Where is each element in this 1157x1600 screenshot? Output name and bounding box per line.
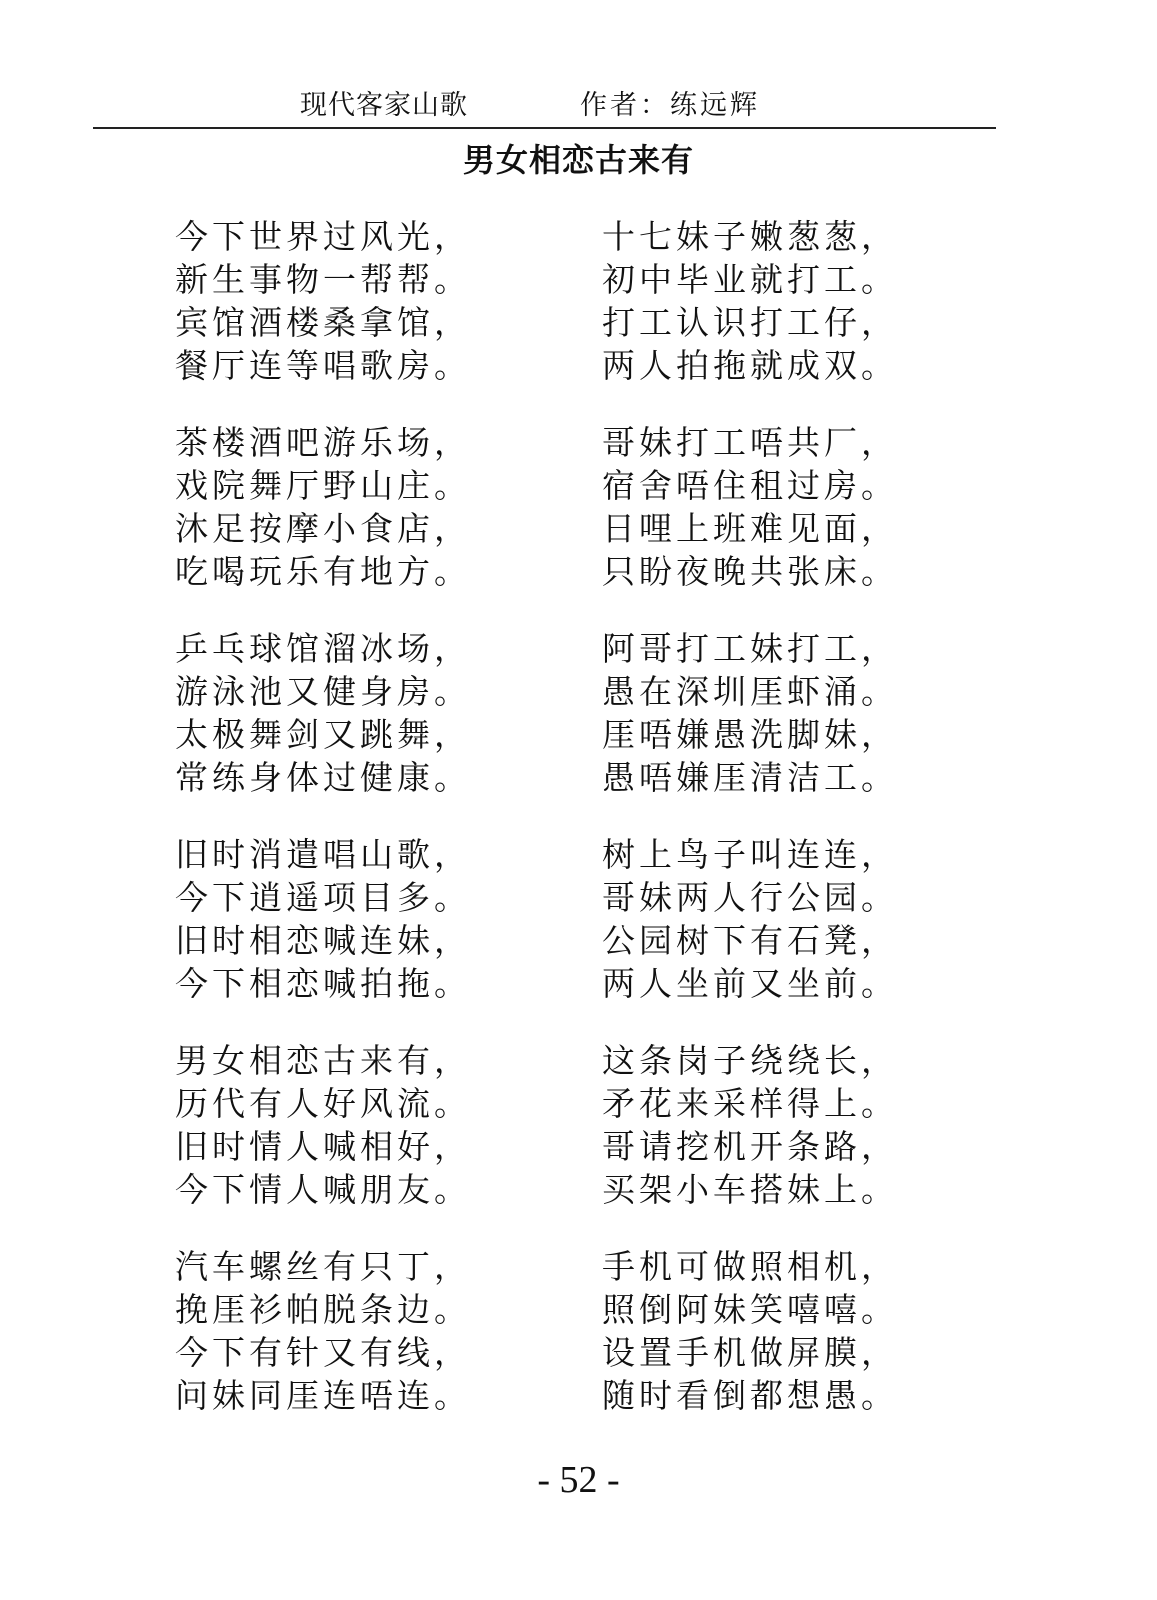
verse-line: 愚在深圳厓虾涌。 <box>602 672 898 711</box>
stanza <box>602 833 1022 1039</box>
header-rule <box>93 127 996 129</box>
verse-line: 乒乓球馆溜冰场， <box>175 629 471 668</box>
verse-line: 厓唔嫌愚洗脚妹， <box>602 715 898 754</box>
verse-line: 树上鸟子叫连连， <box>602 835 898 874</box>
verse-line: 今下逍遥项目多。 <box>175 878 471 917</box>
verse-line: 今下相恋喊拍拖。 <box>175 964 471 1003</box>
verse-line: 哥妹两人行公园。 <box>602 878 898 917</box>
verse-line: 照倒阿妹笑嘻嘻。 <box>602 1290 898 1329</box>
stanza <box>602 1039 1022 1245</box>
verse-line: 历代有人好风流。 <box>175 1084 471 1123</box>
verse-line: 哥妹打工唔共厂， <box>602 423 898 462</box>
verse-line: 公园树下有石凳， <box>602 921 898 960</box>
verse-line: 挽厓衫帕脱条边。 <box>175 1290 471 1329</box>
verse-line: 男女相恋古来有， <box>175 1041 471 1080</box>
stanza <box>175 833 595 1039</box>
verse-line: 两人坐前又坐前。 <box>602 964 898 1003</box>
stanza <box>175 627 595 833</box>
verse-line: 两人拍拖就成双。 <box>602 346 898 385</box>
stanza <box>175 1245 595 1451</box>
verse-line: 日哩上班难见面， <box>602 509 898 548</box>
verse-line: 十七妹子嫩葱葱， <box>602 217 898 256</box>
stanza <box>602 627 1022 833</box>
page-number: - 52 - <box>537 1459 620 1501</box>
verse-line: 吃喝玩乐有地方。 <box>175 552 471 591</box>
verse-line: 只盼夜晚共张床。 <box>602 552 898 591</box>
verse-line: 打工认识打工仔， <box>602 303 898 342</box>
verse-line: 戏院舞厅野山庄。 <box>175 466 471 505</box>
verse-line: 太极舞剑又跳舞， <box>175 715 471 754</box>
verse-line: 买架小车搭妹上。 <box>602 1170 898 1209</box>
stanza <box>175 1039 595 1245</box>
verse-line: 旧时情人喊相好， <box>175 1127 471 1166</box>
verse-line: 旧时相恋喊连妹， <box>175 921 471 960</box>
verse-line: 茶楼酒吧游乐场， <box>175 423 471 462</box>
right-column <box>602 215 1022 1451</box>
stanza <box>602 215 1022 421</box>
author-credit: 作者：练远辉 <box>580 90 760 121</box>
poem-title: 男女相恋古来有 <box>462 141 694 179</box>
stanza <box>602 421 1022 627</box>
verse-line: 手机可做照相机， <box>602 1247 898 1286</box>
verse-line: 游泳池又健身房。 <box>175 672 471 711</box>
verse-line: 愚唔嫌厓清洁工。 <box>602 758 898 797</box>
verse-line: 新生事物一帮帮。 <box>175 260 471 299</box>
verse-line: 旧时消遣唱山歌， <box>175 835 471 874</box>
verse-line: 沐足按摩小食店， <box>175 509 471 548</box>
verse-line: 宾馆酒楼桑拿馆， <box>175 303 471 342</box>
verse-line: 汽车螺丝有只丁， <box>175 1247 471 1286</box>
verse-line: 餐厅连等唱歌房。 <box>175 346 471 385</box>
book-title: 现代客家山歌 <box>300 90 468 121</box>
stanza <box>602 1245 1022 1451</box>
verse-line: 宿舍唔住租过房。 <box>602 466 898 505</box>
verse-line: 今下世界过风光， <box>175 217 471 256</box>
verse-line: 初中毕业就打工。 <box>602 260 898 299</box>
verse-line: 这条岗子绕绕长， <box>602 1041 898 1080</box>
verse-line: 哥请挖机开条路， <box>602 1127 898 1166</box>
verse-line: 阿哥打工妹打工， <box>602 629 898 668</box>
verse-line: 问妹同厓连唔连。 <box>175 1376 471 1415</box>
verse-line: 常练身体过健康。 <box>175 758 471 797</box>
verse-line: 矛花来采样得上。 <box>602 1084 898 1123</box>
verse-line: 设置手机做屏膜， <box>602 1333 898 1372</box>
stanza <box>175 215 595 421</box>
stanza <box>175 421 595 627</box>
verse-line: 随时看倒都想愚。 <box>602 1376 898 1415</box>
verse-line: 今下有针又有线， <box>175 1333 471 1372</box>
running-header <box>0 88 1157 128</box>
left-column <box>175 215 595 1451</box>
verse-line: 今下情人喊朋友。 <box>175 1170 471 1209</box>
